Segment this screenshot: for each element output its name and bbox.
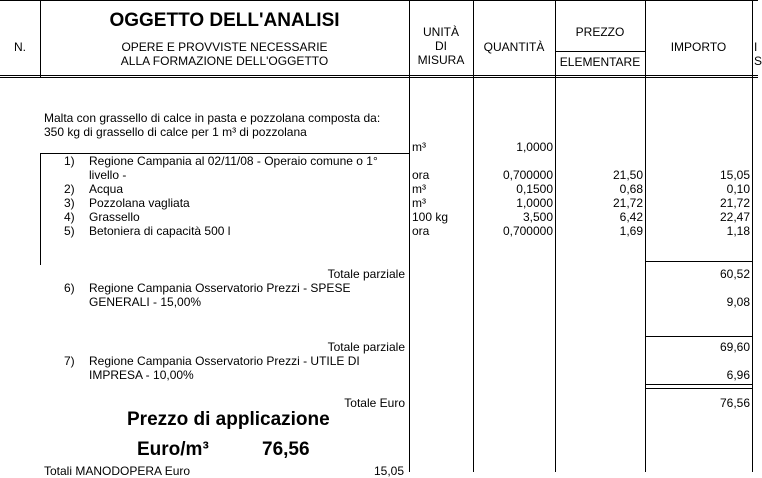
partial2-amount: 6,96 bbox=[726, 368, 750, 382]
items-left-border bbox=[40, 153, 41, 265]
header-unit-1: UNITÀ bbox=[423, 25, 459, 39]
item-amount: 22,47 bbox=[719, 210, 750, 224]
price-header-divider bbox=[555, 51, 645, 52]
partial1-amount: 9,08 bbox=[726, 295, 750, 309]
item-num: 3) bbox=[64, 196, 75, 210]
labor-total-label: Totali MANODOPERA Euro bbox=[44, 464, 191, 478]
item-num: 4) bbox=[64, 210, 75, 224]
item-desc: Regione Campania al 02/11/08 - Operaio comune o 1° bbox=[89, 154, 378, 168]
analysis-unit: m³ bbox=[412, 140, 426, 154]
partial1-desc: Regione Campania Osservatorio Prezzi - SPESE bbox=[89, 281, 351, 295]
col-sep-amount bbox=[752, 0, 753, 472]
total-label: Totale Euro bbox=[344, 396, 405, 410]
header-last-col-2: S bbox=[754, 54, 762, 68]
partial2-num: 7) bbox=[64, 354, 75, 368]
item-price: 6,42 bbox=[619, 210, 643, 224]
amount-line-partial1 bbox=[645, 261, 752, 262]
item-qty: 3,500 bbox=[522, 210, 553, 224]
item-amount: 0,10 bbox=[726, 182, 750, 196]
application-title: Prezzo di applicazione bbox=[127, 409, 330, 430]
item-unit: 100 kg bbox=[412, 210, 449, 224]
item-price: 1,69 bbox=[619, 224, 643, 238]
item-unit: m³ bbox=[412, 196, 426, 210]
item-desc: Betoniera di capacità 500 l bbox=[89, 224, 231, 238]
item-amount: 15,05 bbox=[719, 168, 750, 182]
partial2-label: Totale parziale bbox=[327, 340, 405, 354]
item-qty: 0,700000 bbox=[502, 224, 553, 238]
amount-line-partial2 bbox=[645, 336, 752, 337]
amount-line-total-2 bbox=[645, 388, 752, 389]
item-desc: Pozzolana vagliata bbox=[89, 196, 190, 210]
item-price: 21,72 bbox=[612, 196, 643, 210]
header-price-1: PREZZO bbox=[575, 25, 625, 39]
header-last-col-1: I bbox=[754, 40, 758, 54]
partial1-desc-cont: GENERALI - 15,00% bbox=[89, 295, 202, 309]
item-amount: 21,72 bbox=[719, 196, 750, 210]
header-n: N. bbox=[14, 40, 26, 54]
item-qty: 0,700000 bbox=[502, 168, 553, 182]
item-desc: Grassello bbox=[89, 210, 140, 224]
header-object-title: OGGETTO DELL'ANALISI bbox=[109, 10, 340, 31]
item-num: 1) bbox=[64, 154, 75, 168]
item-price: 0,68 bbox=[619, 182, 643, 196]
labor-total-value: 15,05 bbox=[374, 464, 405, 478]
item-qty: 1,0000 bbox=[516, 196, 553, 210]
partial1-num: 6) bbox=[64, 281, 75, 295]
header-quantity: QUANTITÀ bbox=[483, 40, 545, 54]
partial2-value: 69,60 bbox=[719, 340, 750, 354]
header-amount: IMPORTO bbox=[670, 40, 727, 54]
total-value: 76,56 bbox=[719, 396, 750, 410]
item-qty: 0,1500 bbox=[516, 182, 553, 196]
col-sep-object bbox=[409, 0, 410, 472]
item-amount: 1,18 bbox=[726, 224, 750, 238]
partial1-value: 60,52 bbox=[719, 267, 750, 281]
header-unit-2: DI bbox=[435, 39, 447, 53]
analysis-description-2: 350 kg di grassello di calce per 1 m³ di pozzolana bbox=[44, 125, 307, 139]
amount-line-total-1 bbox=[645, 384, 752, 385]
item-unit: m³ bbox=[412, 182, 426, 196]
header-object-sub-2: ALLA FORMAZIONE DELL'OGGETTO bbox=[120, 54, 329, 68]
item-unit: ora bbox=[412, 224, 430, 238]
partial1-label: Totale parziale bbox=[327, 267, 405, 281]
application-value: 76,56 bbox=[262, 439, 310, 460]
header-object-sub-1: OPERE E PROVVISTE NECESSARIE bbox=[121, 40, 328, 54]
item-price: 21,50 bbox=[612, 168, 643, 182]
analysis-description-1: Malta con grassello di calce in pasta e pozzolana composta da: bbox=[44, 111, 381, 125]
header-price-2: ELEMENTARE bbox=[559, 55, 641, 69]
partial2-desc: Regione Campania Osservatorio Prezzi - UTILE DI bbox=[89, 354, 360, 368]
partial2-desc-cont: IMPRESA - 10,00% bbox=[89, 368, 194, 382]
application-unit-label: Euro/m³ bbox=[137, 439, 209, 460]
item-unit: ora bbox=[412, 168, 430, 182]
item-num: 2) bbox=[64, 182, 75, 196]
item-num: 5) bbox=[64, 224, 75, 238]
analysis-quantity: 1,0000 bbox=[516, 140, 553, 154]
item-desc-cont: livello - bbox=[89, 168, 127, 182]
item-desc: Acqua bbox=[89, 182, 124, 196]
header-unit-3: MISURA bbox=[417, 53, 465, 67]
